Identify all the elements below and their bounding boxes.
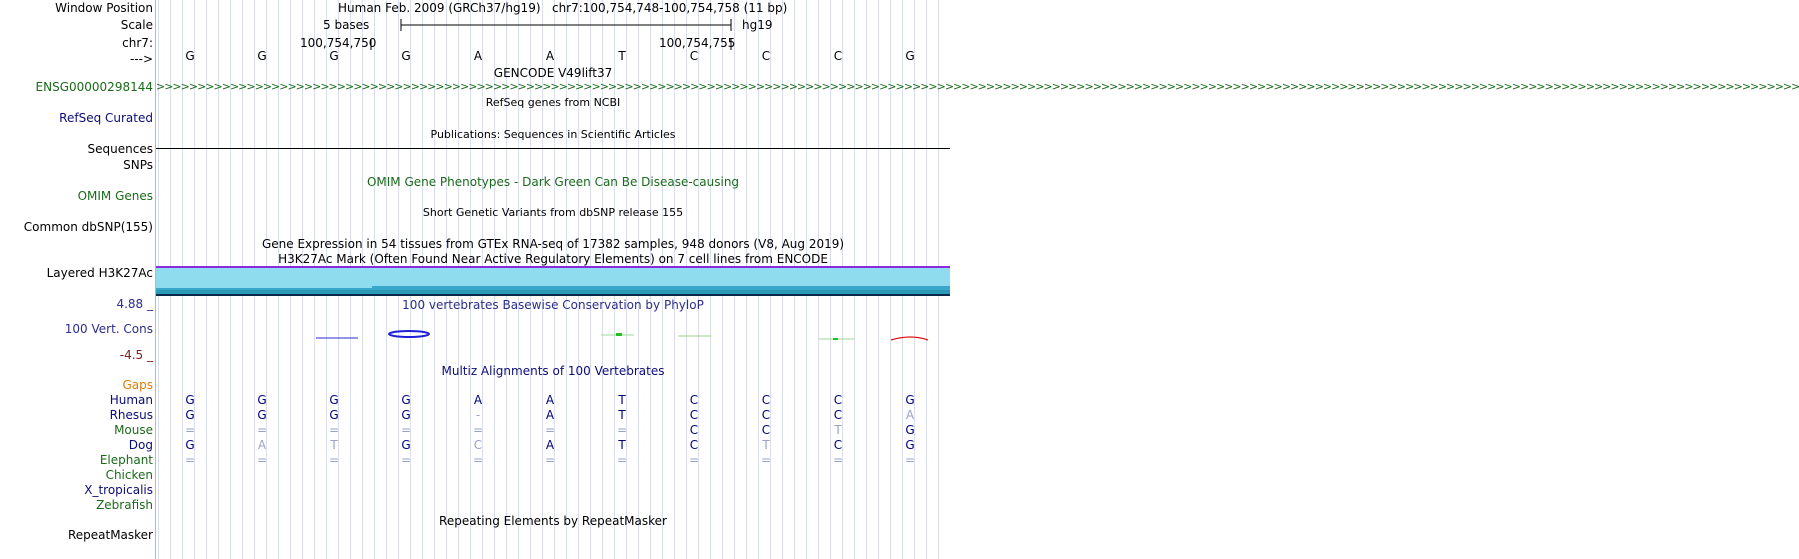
- alignment-base: =: [472, 453, 484, 467]
- track-label[interactable]: OMIM Genes: [77, 189, 153, 203]
- track-label-column: [0, 0, 155, 559]
- publications-track-title: Publications: Sequences in Scientific Articles: [430, 128, 676, 141]
- window-position: chr7:100,754,748-100,754,758 (11 bp): [551, 1, 788, 15]
- dna-base: C: [833, 49, 843, 63]
- alignment-base: G: [905, 438, 915, 452]
- scale-text: 5 bases: [323, 18, 370, 32]
- alignment-base: C: [689, 408, 699, 422]
- alignment-base: G: [329, 393, 339, 407]
- track-label[interactable]: Layered H3K27Ac: [46, 266, 153, 280]
- alignment-base: A: [545, 408, 555, 422]
- track-label[interactable]: Zebrafish: [96, 498, 153, 512]
- alignment-base: C: [689, 423, 699, 437]
- alignment-base: C: [833, 438, 843, 452]
- track-label[interactable]: Window Position: [55, 1, 153, 15]
- alignment-base: =: [328, 423, 340, 437]
- dna-base: G: [185, 49, 195, 63]
- alignment-base: =: [184, 453, 196, 467]
- alignment-base: G: [185, 438, 195, 452]
- alignment-base: =: [400, 423, 412, 437]
- dna-base: G: [257, 49, 267, 63]
- dna-base: G: [905, 49, 915, 63]
- gencode-track-title: GENCODE V49lift37: [493, 66, 613, 80]
- dbsnp-track-title: Short Genetic Variants from dbSNP release 155: [422, 206, 684, 219]
- alignment-base: C: [833, 393, 843, 407]
- multiz-track-title: Multiz Alignments of 100 Vertebrates: [441, 364, 665, 378]
- alignment-base: =: [400, 453, 412, 467]
- track-label[interactable]: --->: [129, 52, 153, 66]
- dna-base: C: [761, 49, 771, 63]
- alignment-base: T: [330, 438, 338, 452]
- track-label[interactable]: Mouse: [114, 423, 153, 437]
- coordinate-left: 100,754,750: [300, 36, 377, 50]
- track-label[interactable]: 100 Vert. Cons: [64, 322, 153, 336]
- alignment-base: G: [257, 393, 267, 407]
- alignment-base: A: [545, 438, 555, 452]
- gtex-track-title: Gene Expression in 54 tissues from GTEx RNA-seq of 17382 samples, 948 donors (V8, Aug 2019): [261, 237, 845, 251]
- coordinate-right: 100,754,755: [659, 36, 736, 50]
- alignment-base: G: [401, 438, 411, 452]
- track-label[interactable]: X_tropicalis: [84, 483, 153, 497]
- phylop-track-title: 100 vertebrates Basewise Conservation by PhyloP: [402, 298, 704, 312]
- dna-base: G: [401, 49, 411, 63]
- alignment-base: C: [833, 408, 843, 422]
- track-label[interactable]: chr7:: [122, 36, 153, 50]
- alignment-base: =: [688, 453, 700, 467]
- dna-base: A: [545, 49, 555, 63]
- dna-base: G: [329, 49, 339, 63]
- track-label[interactable]: Sequences: [87, 142, 153, 156]
- track-label[interactable]: Common dbSNP(155): [23, 220, 153, 234]
- alignment-base: A: [905, 408, 915, 422]
- alignment-base: A: [257, 438, 267, 452]
- alignment-base: G: [257, 408, 267, 422]
- alignment-base: C: [761, 423, 771, 437]
- alignment-base: =: [616, 423, 628, 437]
- alignment-base: =: [544, 423, 556, 437]
- phylop-signal[interactable]: [156, 0, 1799, 350]
- track-label[interactable]: 4.88 _: [116, 297, 153, 311]
- track-label[interactable]: RefSeq Curated: [59, 111, 153, 125]
- track-label[interactable]: Chicken: [105, 468, 153, 482]
- alignment-base: =: [328, 453, 340, 467]
- alignment-base: T: [834, 423, 842, 437]
- alignment-base: =: [256, 423, 268, 437]
- track-label[interactable]: RepeatMasker: [67, 528, 153, 542]
- track-label[interactable]: Elephant: [99, 453, 153, 467]
- alignment-base: T: [618, 408, 626, 422]
- h3k27ac-track-title: H3K27Ac Mark (Often Found Near Active Regulatory Elements) on 7 cell lines from ENCODE: [278, 252, 828, 266]
- alignment-base: A: [545, 393, 555, 407]
- alignment-base: =: [616, 453, 628, 467]
- dna-base: A: [473, 49, 483, 63]
- alignment-base: A: [473, 393, 483, 407]
- alignment-base: G: [401, 393, 411, 407]
- track-label[interactable]: ENSG00000298144: [35, 80, 153, 94]
- track-label[interactable]: SNPs: [123, 158, 153, 172]
- alignment-base: C: [689, 438, 699, 452]
- assembly-name: Human Feb. 2009 (GRCh37/hg19): [338, 1, 541, 15]
- track-label[interactable]: Rhesus: [109, 408, 153, 422]
- alignment-base: =: [184, 423, 196, 437]
- alignment-base: =: [904, 453, 916, 467]
- alignment-base: G: [185, 408, 195, 422]
- alignment-base: =: [256, 453, 268, 467]
- alignment-base: G: [185, 393, 195, 407]
- omim-track-title: OMIM Gene Phenotypes - Dark Green Can Be Disease-causing: [366, 175, 740, 189]
- alignment-base: G: [401, 408, 411, 422]
- alignment-base: =: [832, 453, 844, 467]
- alignment-base: =: [760, 453, 772, 467]
- browser-track-area[interactable]: [156, 0, 1799, 559]
- track-label[interactable]: Gaps: [122, 378, 153, 392]
- track-label[interactable]: -4.5 _: [119, 348, 153, 362]
- scale-assembly: hg19: [742, 18, 773, 32]
- alignment-base: T: [618, 438, 626, 452]
- refseq-track-title: RefSeq genes from NCBI: [485, 96, 621, 109]
- alignment-base: G: [905, 423, 915, 437]
- dna-base: T: [618, 49, 626, 63]
- track-label[interactable]: Scale: [120, 18, 153, 32]
- dna-base: C: [689, 49, 699, 63]
- alignment-base: T: [762, 438, 770, 452]
- alignment-base: -: [475, 408, 481, 422]
- alignment-base: G: [905, 393, 915, 407]
- track-label[interactable]: Dog: [128, 438, 153, 452]
- alignment-base: T: [618, 393, 626, 407]
- alignment-base: C: [473, 438, 483, 452]
- track-label[interactable]: Human: [109, 393, 153, 407]
- gencode-transcript[interactable]: >>>>>>>>>>>>>>>>>>>>>>>>>>>>>>>>>>>>>>>>>>>>>>>>>>>>>>>>>>>>>>>>>>>>>>>>>>>>>>>>>>>>>>>>>>>>>>>>>>>>>>>>>>>>>>>>>>>>>>>>>>>>>>>>>>>>>>>>>>>>>>>>>>>>>>>>>>>>>>>>>>>>>>>>>>>>>>>>>>>>>>>>>>>>>>>>>>>>>>>>: [156, 80, 1799, 93]
- repeatmasker-track-title: Repeating Elements by RepeatMasker: [439, 514, 667, 528]
- alignment-base: C: [689, 393, 699, 407]
- alignment-base: C: [761, 393, 771, 407]
- alignment-base: =: [472, 423, 484, 437]
- alignment-base: G: [329, 408, 339, 422]
- alignment-base: C: [761, 408, 771, 422]
- alignment-base: =: [544, 453, 556, 467]
